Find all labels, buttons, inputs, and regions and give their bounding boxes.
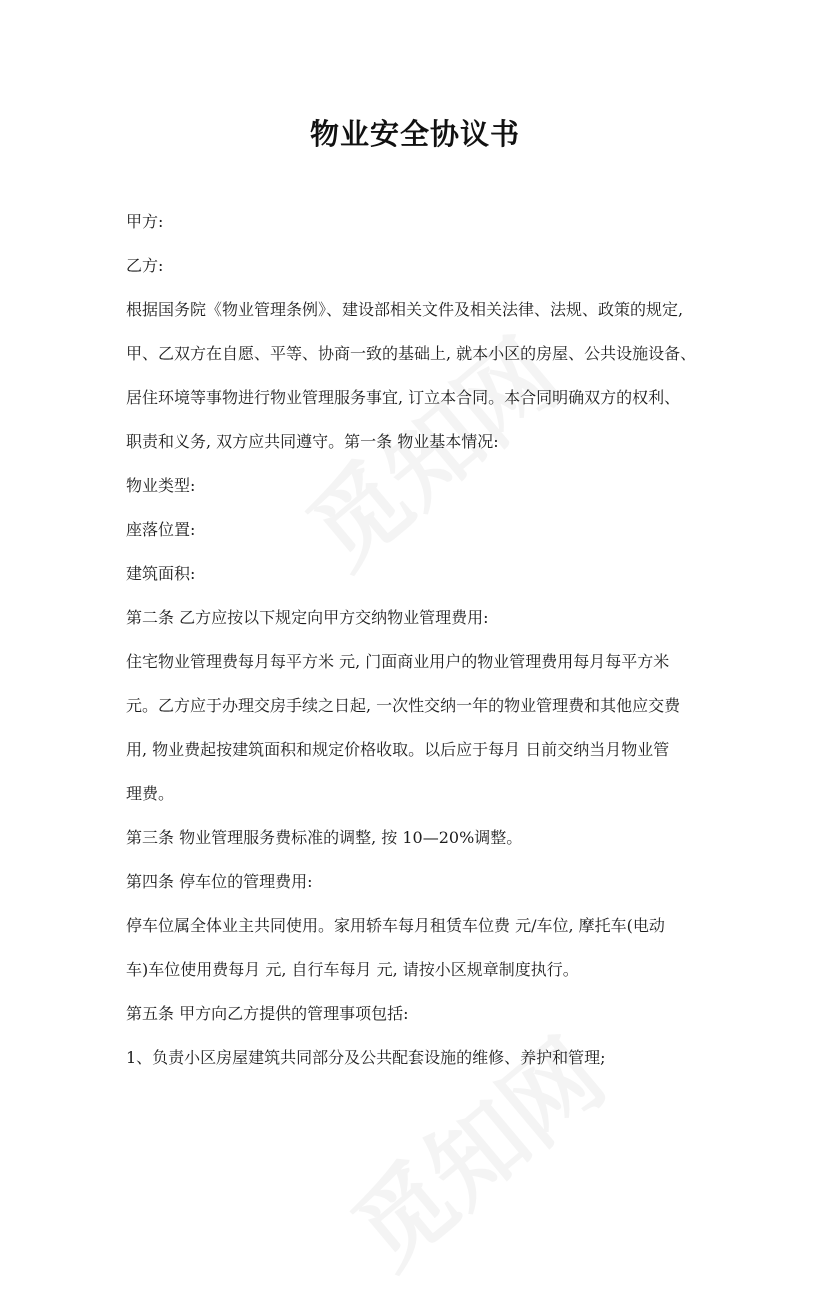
- article-heading: 第五条 甲方向乙方提供的管理事项包括:: [126, 1004, 409, 1023]
- list-item: 1、负责小区房屋建筑共同部分及公共配套设施的维修、养护和管理;: [126, 1048, 606, 1067]
- watermark: [320, 1003, 629, 1293]
- paragraph-line: 根据国务院《物业管理条例》、建设部相关文件及相关法律、法规、政策的规定,: [126, 300, 684, 319]
- paragraph-line: 用, 物业费起按建筑面积和规定价格收取。以后应于每月 日前交纳当月物业管: [126, 740, 670, 759]
- paragraph-line: 职责和义务, 双方应共同遵守。第一条 物业基本情况:: [126, 432, 499, 451]
- paragraph-line: 甲、乙双方在自愿、平等、协商一致的基础上, 就本小区的房屋、公共设施设备、: [126, 344, 697, 363]
- property-type-line: 物业类型:: [126, 476, 196, 495]
- paragraph-line: 车)车位使用费每月 元, 自行车每月 元, 请按小区规章制度执行。: [126, 960, 579, 979]
- party-a-line: 甲方:: [126, 212, 164, 231]
- article-heading: 第四条 停车位的管理费用:: [126, 872, 313, 891]
- document-title: 物业安全协议书: [309, 117, 520, 151]
- paragraph-line: 住宅物业管理费每月每平方米 元, 门面商业用户的物业管理费用每月每平方米: [126, 652, 670, 671]
- paragraph-line: 居住环境等事物进行物业管理服务事宜, 订立本合同。本合同明确双方的权利、: [126, 388, 681, 407]
- paragraph-line: 元。乙方应于办理交房手续之日起, 一次性交纳一年的物业管理费和其他应交费: [126, 696, 681, 715]
- property-location-line: 座落位置:: [126, 520, 196, 539]
- party-b-line: 乙方:: [126, 256, 164, 275]
- building-area-line: 建筑面积:: [126, 564, 196, 583]
- article-heading: 第二条 乙方应按以下规定向甲方交纳物业管理费用:: [126, 608, 489, 627]
- paragraph-line: 停车位属全体业主共同使用。家用轿车每月租赁车位费 元/车位, 摩托车(电动: [126, 916, 665, 935]
- article-heading: 第三条 物业管理服务费标准的调整, 按 10—20%调整。: [126, 828, 523, 847]
- paragraph-line: 理费。: [126, 784, 175, 803]
